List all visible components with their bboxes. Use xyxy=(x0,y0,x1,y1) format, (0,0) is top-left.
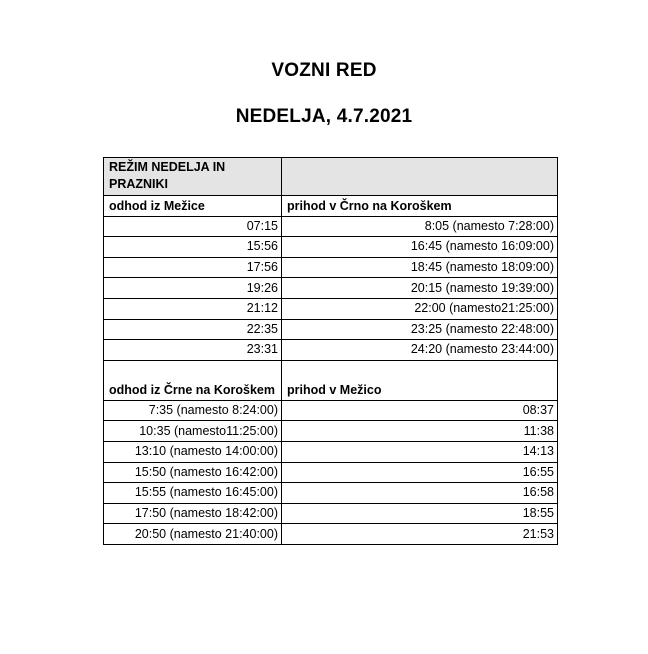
table-row xyxy=(104,441,558,462)
arrival-cell: 16:55 xyxy=(282,462,558,483)
section1-departure-label: odhod iz Mežice xyxy=(104,196,282,217)
table-row xyxy=(104,298,558,319)
departure-cell: 21:12 xyxy=(104,298,282,319)
table-row xyxy=(104,462,558,483)
arrival-cell: 20:15 (namesto 19:39:00) xyxy=(282,278,558,299)
section1-arrival-label: prihod v Črno na Koroškem xyxy=(282,196,558,217)
departure-cell: 07:15 xyxy=(104,216,282,237)
table-row xyxy=(104,216,558,237)
arrival-cell: 18:55 xyxy=(282,503,558,524)
table-row xyxy=(104,503,558,524)
section2-arrival-label: prihod v Mežico xyxy=(282,360,558,400)
section1-rows xyxy=(104,216,558,360)
departure-cell: 19:26 xyxy=(104,278,282,299)
page-title: VOZNI RED xyxy=(271,60,377,81)
table-row xyxy=(104,340,558,361)
arrival-cell: 22:00 (namesto21:25:00) xyxy=(282,298,558,319)
departure-cell: 10:35 (namesto11:25:00) xyxy=(104,421,282,442)
departure-cell: 13:10 (namesto 14:00:00) xyxy=(104,441,282,462)
table-row xyxy=(104,400,558,421)
table-row xyxy=(104,524,558,545)
arrival-cell: 23:25 (namesto 22:48:00) xyxy=(282,319,558,340)
section2-header-row xyxy=(104,360,558,400)
table-row xyxy=(104,319,558,340)
arrival-cell: 16:45 (namesto 16:09:00) xyxy=(282,237,558,258)
table-row xyxy=(104,237,558,258)
section1-header-row xyxy=(104,196,558,217)
departure-cell: 15:50 (namesto 16:42:00) xyxy=(104,462,282,483)
section2-departure-label: odhod iz Črne na Koroškem xyxy=(104,360,282,400)
section2-rows xyxy=(104,400,558,544)
departure-cell: 15:56 xyxy=(104,237,282,258)
arrival-cell: 14:13 xyxy=(282,441,558,462)
header-row xyxy=(104,158,558,196)
arrival-cell: 21:53 xyxy=(282,524,558,545)
departure-cell: 7:35 (namesto 8:24:00) xyxy=(104,400,282,421)
page-subtitle: NEDELJA, 4.7.2021 xyxy=(235,106,413,127)
departure-cell: 17:56 xyxy=(104,257,282,278)
arrival-cell: 18:45 (namesto 18:09:00) xyxy=(282,257,558,278)
departure-cell: 22:35 xyxy=(104,319,282,340)
arrival-cell: 24:20 (namesto 23:44:00) xyxy=(282,340,558,361)
table-row xyxy=(104,257,558,278)
departure-cell: 20:50 (namesto 21:40:00) xyxy=(104,524,282,545)
arrival-cell: 11:38 xyxy=(282,421,558,442)
timetable xyxy=(103,157,558,545)
header-empty-cell xyxy=(282,158,558,196)
arrival-cell: 16:58 xyxy=(282,483,558,504)
departure-cell: 17:50 (namesto 18:42:00) xyxy=(104,503,282,524)
departure-cell: 15:55 (namesto 16:45:00) xyxy=(104,483,282,504)
arrival-cell: 8:05 (namesto 7:28:00) xyxy=(282,216,558,237)
table-row xyxy=(104,421,558,442)
table-row xyxy=(104,483,558,504)
departure-cell: 23:31 xyxy=(104,340,282,361)
table-row xyxy=(104,278,558,299)
arrival-cell: 08:37 xyxy=(282,400,558,421)
regime-label: REŽIM NEDELJA IN PRAZNIKI xyxy=(104,158,282,196)
